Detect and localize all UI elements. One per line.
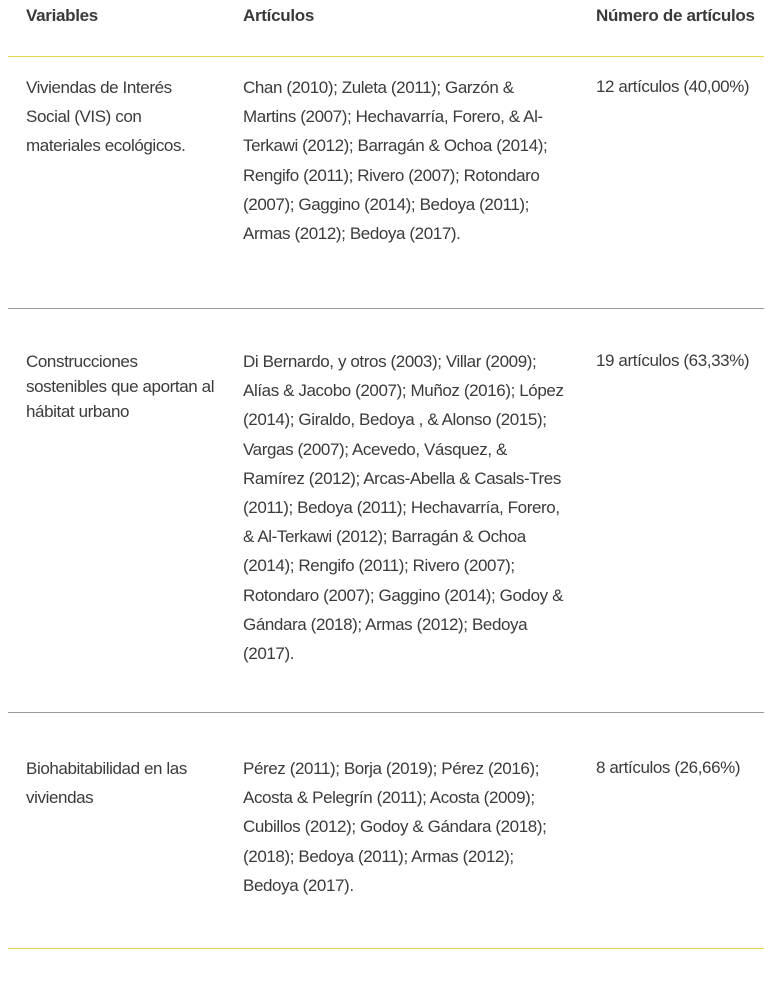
header-articles: Artículos [243,6,314,25]
row-2-articles: Di Bernardo, y otros (2003); Villar (2009); Alías & Jacobo (2007); Muñoz (2016); López (2014); Giraldo, Bedoya , & Alonso (2015); Vargas (2007); Acevedo, Vásquez, & Ramírez (2012); Arcas-Abella & Casals-Tres (2011); Bedoya (2011); Hechavarría, Forero, & Al-Terkawi (2012); Barragán & Ochoa (2014); Rengifo (2011); Rivero (2007); Rotondaro (2007); Gaggino (2014); Godoy & Gándara (2018); Armas (2012); Bedoya (2017). [243,352,564,664]
header-variables: Variables [26,6,98,25]
header-divider [8,56,764,57]
row-1-articles: Chan (2010); Zuleta (2011); Garzón & Martins (2007); Hechavarría, Forero, & Al-Terkawi (2012); Barragán & Ochoa (2014); Rengifo (2011); Rivero (2007); Rotondaro (2007); Gaggino (2014); Bedoya (2011); Armas (2012); Bedoya (2017). [243,78,548,244]
row-1-count: 12 artículos (40,00%) [596,77,750,96]
row-3-articles: Pérez (2011); Borja (2019); Pérez (2016); Acosta & Pelegrín (2011); Acosta (2009); Cubillos (2012); Godoy & Gándara (2018); (2018); Bedoya (2011); Armas (2012); Bedoya (2017). [243,759,547,895]
row-3-variable: Biohabitabilidad en las viviendas [26,759,187,808]
row-2-count: 19 artículos (63,33%) [596,351,750,370]
header-article-count: Número de artículos [596,6,755,25]
row-divider [8,712,764,713]
table-bottom-rule [8,948,764,949]
row-1-variable: Viviendas de Interés Social (VIS) con materiales ecológicos. [26,78,186,156]
row-divider [8,308,764,309]
row-3-count: 8 artículos (26,66%) [596,758,741,777]
row-2-variable: Construcciones sostenibles que aportan al hábitat urbano [26,352,215,421]
